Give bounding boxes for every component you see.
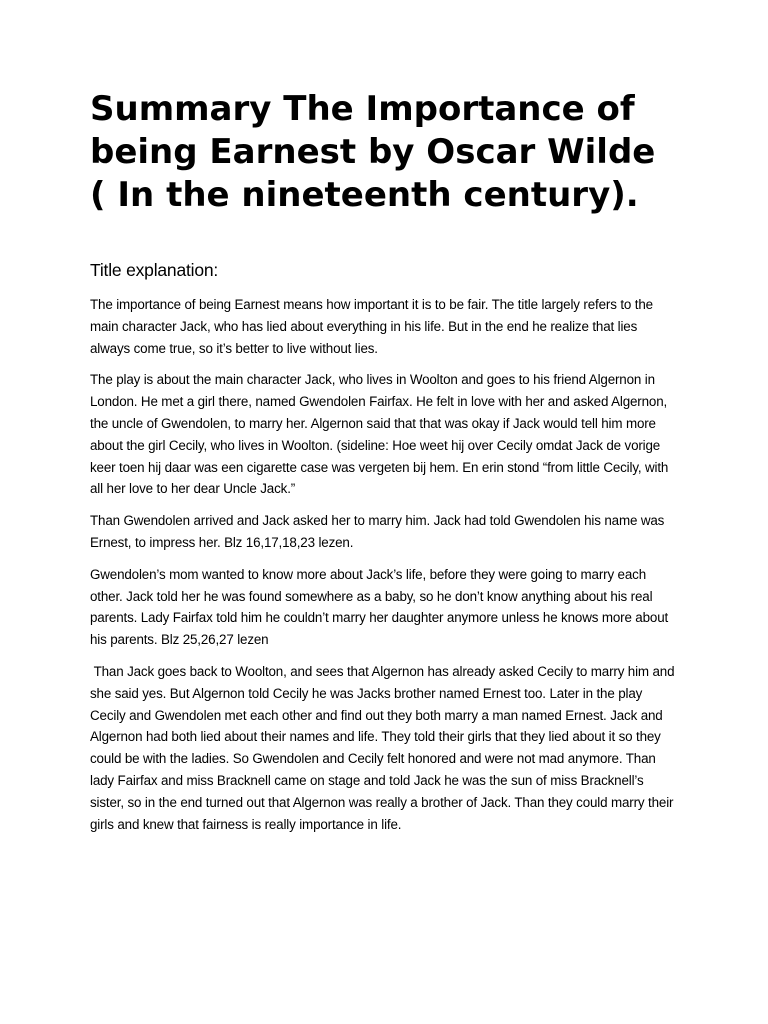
paragraph-parents: Gwendolen’s mom wanted to know more about Jack’s life, before they were going to marry each other. Jack told her he was found somewhere as a baby, so he don’t know anything about his real parents. Lady Fairfax told him he couldn’t marry her daughter anymore unless he knows more about his parents. Blz 25,26,27 lezen — [90, 566, 672, 648]
paragraph-title-explanation: The importance of being Earnest means how important it is to be fair. The title largely refers to the main character Jack, who has lied about everything in his life. But in the end he realize that lies always come true, so it’s better to live without lies. — [90, 297, 657, 356]
section-heading: Title explanation: — [90, 260, 219, 280]
document-page — [90, 88, 680, 835]
paragraph-plot-intro: The play is about the main character Jack, who lives in Woolton and goes to his friend Algernon in London. He met a girl there, named Gwendolen Fairfax. He felt in love with her and asked Algernon, the uncle of Gwendolen, to marry her. Algernon said that that was okay if Jack would tell him more about the girl Cecily, who lives in Woolton. (sideline: Hoe weet hij over Cecily omdat Jack de vorige keer toen hij daar was een cigarette case was vergeten bij hem. En erin stond “from little Cecily, with all her love to her dear Uncle Jack.” — [90, 372, 672, 497]
paragraph-ending: Than Jack goes back to Woolton, and sees that Algernon has already asked Cecily to marry him and she said yes. But Algernon told Cecily he was Jacks brother named Ernest too. Later in the play Cecily and Gwendolen met each other and find out they both marry a man named Ernest. Jack and Algernon had both lied about their names and life. They told their girls that they lied about it so they could be with the ladies. So Gwendolen and Cecily felt honored and were not mad anymore. Than lady Fairfax and miss Bracknell came on stage and told Jack he was the sun of miss Bracknell’s sister, so in the end turned out that Algernon was really a brother of Jack. Than they could marry their girls and knew that fairness is really importance in life. — [90, 663, 678, 832]
paragraph-proposal: Than Gwendolen arrived and Jack asked her to marry him. Jack had told Gwendolen his name was Ernest, to impress her. Blz 16,17,18,23 lezen. — [90, 513, 668, 550]
document-title: Summary The Importance of being Earnest by Oscar Wilde ( In the nineteenth century). — [90, 89, 656, 215]
